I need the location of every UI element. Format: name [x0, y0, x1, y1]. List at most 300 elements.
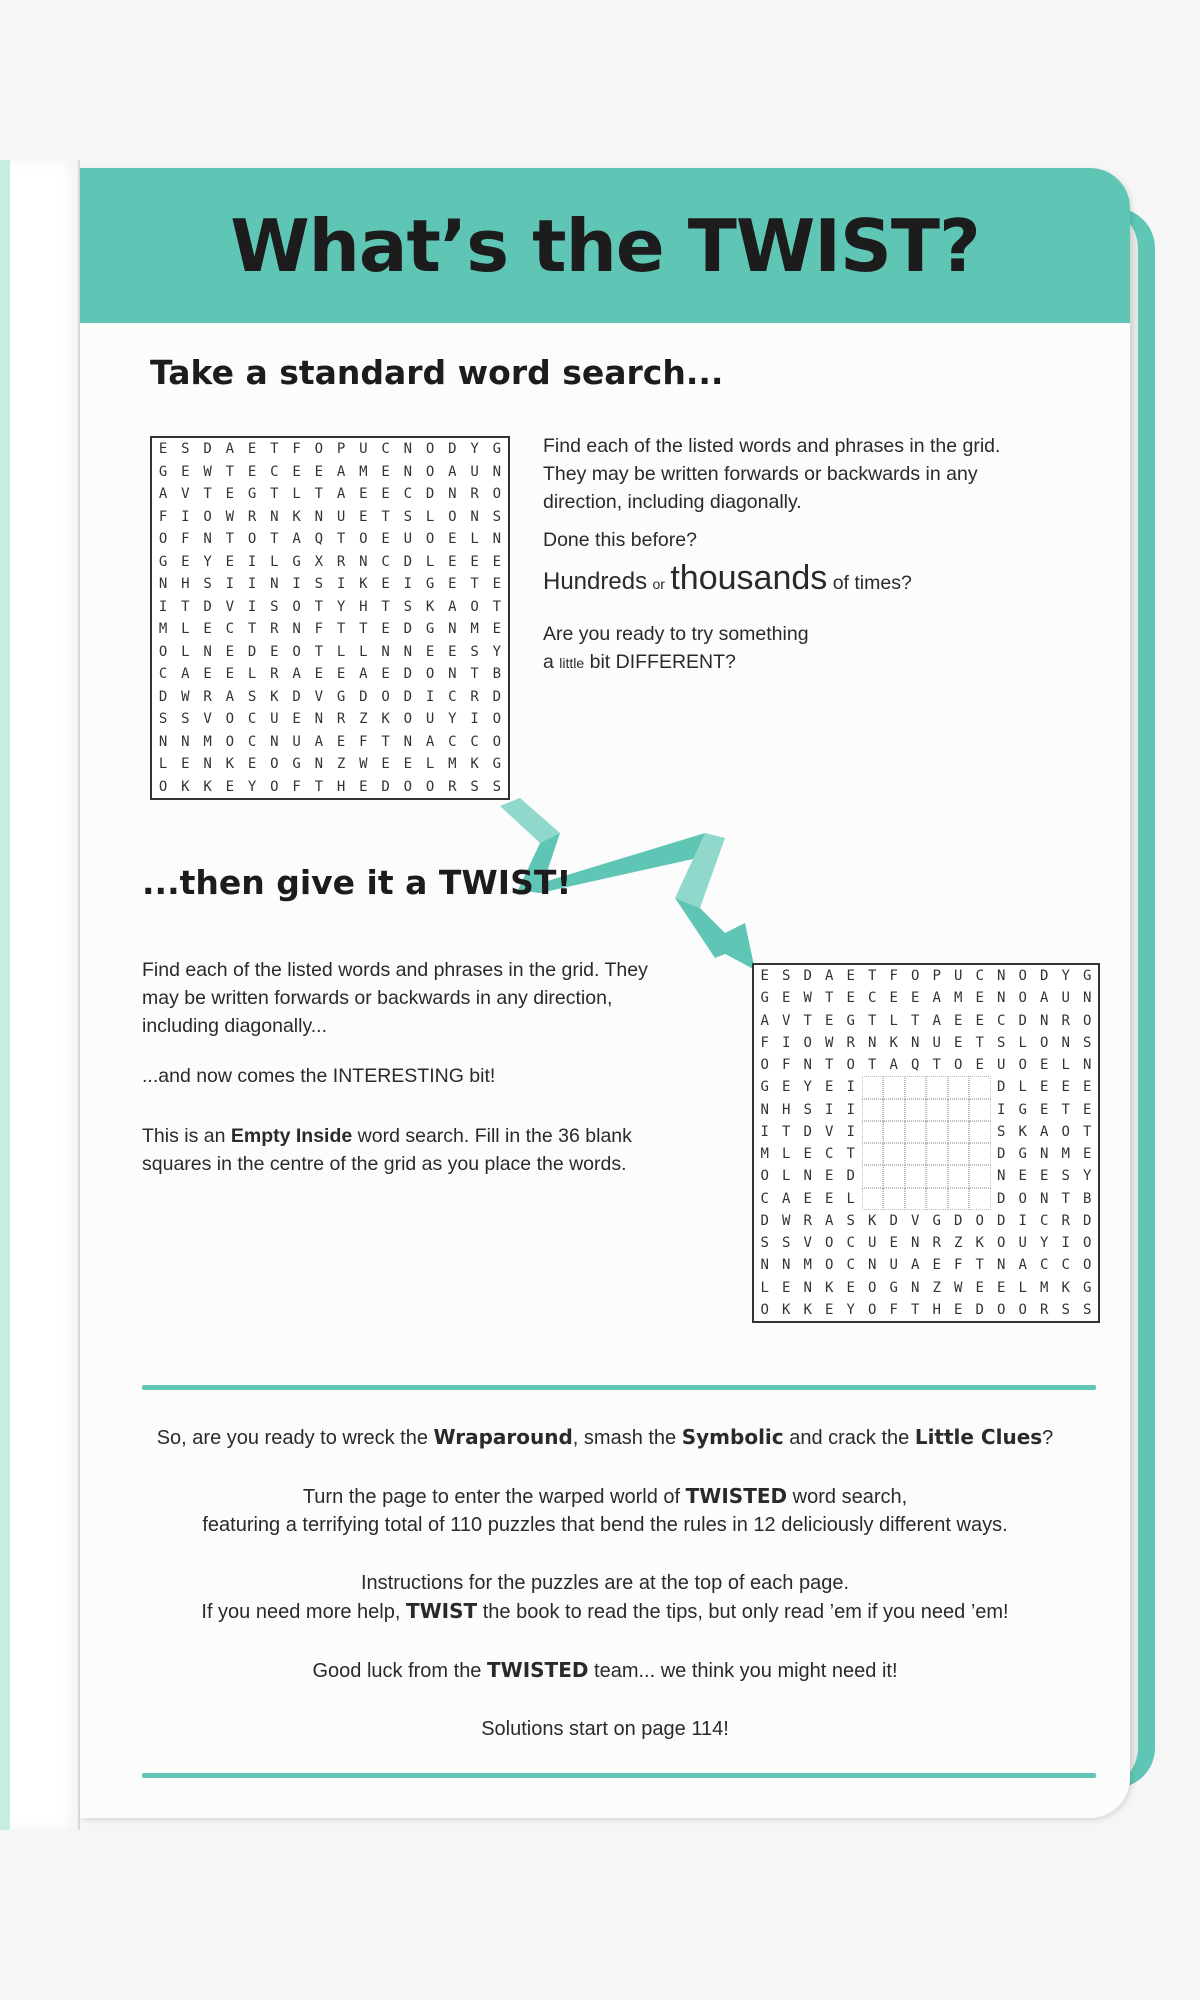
grid-letter: G — [1083, 968, 1092, 985]
grid-letter: V — [225, 598, 235, 615]
grid-letter: M — [803, 1257, 812, 1274]
blank-cell — [883, 1165, 905, 1187]
grid-letter: U — [932, 1034, 941, 1051]
grid-letter: O — [225, 711, 235, 728]
grid-letter: V — [803, 1235, 812, 1252]
grid-letter: I — [225, 576, 235, 593]
grid-letter: O — [292, 598, 301, 615]
grid-letter: Q — [911, 1057, 920, 1074]
standard-p3 — [543, 559, 1043, 598]
blank-cell — [926, 1076, 948, 1098]
grid-letter: G — [425, 621, 435, 638]
grid-letter: E — [225, 553, 235, 570]
grid-letter: S — [470, 778, 479, 795]
grid-letter: I — [997, 1101, 1006, 1118]
blank-cell — [883, 1143, 905, 1165]
grid-letter: A — [181, 666, 190, 683]
grid-letter: A — [336, 486, 346, 503]
grid-letter: E — [1083, 1079, 1092, 1096]
grid-letter: M — [448, 756, 457, 773]
grid-letter: C — [381, 441, 390, 458]
grid-letter: T — [181, 598, 190, 615]
grid-letter: A — [911, 1257, 920, 1274]
standard-word-grid — [150, 436, 510, 800]
grid-letter: G — [158, 463, 168, 480]
grid-letter: C — [381, 553, 390, 570]
grid-letter: O — [492, 733, 502, 750]
grid-letter: A — [448, 463, 457, 480]
grid-letter: E — [381, 531, 390, 548]
footer-l3-c: TWIST — [405, 1599, 478, 1623]
grid-letter: D — [492, 688, 502, 705]
footer — [120, 1423, 1090, 1773]
grid-letter: K — [425, 598, 435, 615]
grid-letter: K — [889, 1034, 898, 1051]
grid-letter: M — [470, 621, 479, 638]
grid-letter: S — [1061, 1301, 1070, 1318]
grid-letter: S — [270, 598, 279, 615]
grid-letter: W — [825, 1034, 834, 1051]
blank-cell — [969, 1143, 991, 1165]
grid-letter: T — [975, 1257, 984, 1274]
grid-letter: E — [203, 666, 212, 683]
grid-letter: T — [247, 621, 257, 638]
grid-letter: C — [975, 968, 984, 985]
grid-letter: E — [1061, 1079, 1070, 1096]
grid-letter: N — [997, 1257, 1006, 1274]
grid-letter: I — [825, 1101, 834, 1118]
grid-letter: G — [425, 576, 435, 593]
grid-letter: N — [868, 1034, 877, 1051]
grid-letter: K — [868, 1212, 877, 1229]
grid-letter: O — [868, 1279, 877, 1296]
grid-letter: R — [1040, 1301, 1049, 1318]
grid-letter: D — [803, 1123, 812, 1140]
grid-letter: K — [203, 778, 212, 795]
blank-cell — [905, 1143, 927, 1165]
grid-letter: N — [997, 968, 1006, 985]
grid-letter: N — [911, 1034, 920, 1051]
grid-letter: O — [803, 1034, 812, 1051]
grid-letter: O — [314, 441, 324, 458]
grid-letter: Y — [492, 643, 502, 660]
blank-cell — [905, 1076, 927, 1098]
grid-letter: E — [1083, 1101, 1092, 1118]
grid-letter: E — [225, 486, 235, 503]
grid-letter: A — [760, 1012, 769, 1029]
grid-letter: O — [760, 1301, 769, 1318]
grid-letter: E — [314, 463, 324, 480]
grid-letter: O — [760, 1057, 769, 1074]
grid-letter: V — [203, 711, 212, 728]
grid-letter: S — [760, 1235, 769, 1252]
blank-cell — [905, 1099, 927, 1121]
grid-letter: M — [954, 990, 963, 1007]
grid-letter: L — [359, 643, 368, 660]
different-text: bit DIFFERENT? — [589, 651, 736, 673]
grid-letter: A — [1018, 1257, 1027, 1274]
grid-letter: E — [225, 666, 235, 683]
grid-letter: L — [889, 1012, 898, 1029]
blank-cell — [883, 1099, 905, 1121]
page-title: What’s the TWIST? — [230, 204, 980, 288]
grid-letter: D — [1083, 1212, 1092, 1229]
blank-cell — [948, 1188, 970, 1210]
grid-letter: F — [889, 968, 898, 985]
grid-letter: O — [760, 1168, 769, 1185]
grid-letter: N — [158, 733, 168, 750]
grid-letter: S — [782, 968, 791, 985]
grid-letter: C — [158, 666, 168, 683]
grid-letter: N — [1083, 1057, 1092, 1074]
grid-letter: U — [954, 968, 963, 985]
grid-letter: F — [954, 1257, 963, 1274]
footer-line-1 — [120, 1423, 1090, 1452]
grid-letter: E — [448, 531, 457, 548]
grid-letter: A — [314, 733, 324, 750]
grid-letter: D — [448, 441, 457, 458]
grid-letter: L — [425, 756, 435, 773]
grid-letter: L — [181, 621, 190, 638]
grid-letter: E — [425, 643, 435, 660]
grid-letter: N — [470, 508, 479, 525]
or-text: or — [652, 576, 665, 592]
grid-letter: I — [846, 1123, 855, 1140]
grid-letter: T — [868, 1012, 877, 1029]
grid-letter: S — [314, 576, 324, 593]
grid-letter: K — [1018, 1123, 1027, 1140]
grid-letter: N — [911, 1235, 920, 1252]
grid-letter: A — [782, 1190, 791, 1207]
footer-l1-a: So, are you ready to wreck the — [156, 1427, 434, 1449]
grid-letter: E — [247, 756, 257, 773]
grid-letter: D — [403, 553, 413, 570]
grid-letter: A — [292, 531, 301, 548]
divider-top — [142, 1385, 1096, 1390]
twisted-p2-c: bit! — [463, 1065, 496, 1087]
grid-letter: O — [1083, 1257, 1092, 1274]
grid-letter: T — [470, 666, 479, 683]
grid-letter: R — [932, 1235, 941, 1252]
grid-letter: S — [997, 1034, 1006, 1051]
grid-letter: U — [359, 441, 368, 458]
grid-letter: O — [158, 643, 168, 660]
grid-letter: O — [868, 1301, 877, 1318]
grid-letter: E — [292, 463, 301, 480]
grid-letter: I — [1018, 1212, 1027, 1229]
grid-letter: L — [336, 643, 346, 660]
grid-letter: L — [247, 666, 257, 683]
grid-letter: D — [403, 688, 413, 705]
grid-letter: E — [381, 463, 390, 480]
blank-cell — [969, 1165, 991, 1187]
grid-letter: S — [181, 711, 190, 728]
grid-letter: Z — [359, 711, 368, 728]
footer-l1-b: Wraparound — [433, 1425, 573, 1449]
grid-letter: N — [158, 576, 168, 593]
grid-letter: N — [270, 733, 279, 750]
grid-letter: E — [825, 1168, 834, 1185]
grid-letter: E — [359, 486, 368, 503]
grid-letter: O — [381, 688, 390, 705]
twisted-p3-a: This is an — [142, 1125, 231, 1147]
footer-line-5: Solutions start on page 114! — [481, 1718, 729, 1740]
grid-letter: N — [270, 508, 279, 525]
grid-letter: T — [492, 598, 502, 615]
grid-letter: D — [997, 1079, 1006, 1096]
grid-letter: U — [292, 733, 301, 750]
grid-letter: T — [314, 598, 324, 615]
footer-l2-a: Turn the page to enter the warped world of — [302, 1486, 686, 1508]
grid-letter: U — [1061, 990, 1070, 1007]
grid-letter: U — [889, 1257, 898, 1274]
grid-letter: R — [203, 688, 212, 705]
grid-letter: F — [314, 621, 324, 638]
standard-description — [543, 432, 1043, 687]
grid-letter: A — [359, 666, 368, 683]
grid-letter: K — [359, 576, 368, 593]
grid-letter: E — [1040, 1057, 1049, 1074]
grid-letter: I — [846, 1079, 855, 1096]
grid-letter: U — [470, 463, 479, 480]
grid-letter: W — [359, 756, 368, 773]
grid-letter: O — [492, 711, 502, 728]
grid-letter: H — [932, 1301, 941, 1318]
grid-letter: E — [975, 1057, 984, 1074]
grid-letter: E — [381, 486, 390, 503]
grid-letter: K — [825, 1279, 834, 1296]
grid-letter: N — [803, 1057, 812, 1074]
grid-letter: O — [359, 531, 368, 548]
grid-letter: D — [846, 1168, 855, 1185]
grid-letter: L — [181, 643, 190, 660]
hundreds-text: Hundreds — [543, 568, 648, 595]
grid-letter: E — [825, 1079, 834, 1096]
grid-letter: D — [247, 643, 257, 660]
footer-line-2 — [120, 1482, 1090, 1539]
blank-cell — [926, 1121, 948, 1143]
grid-letter: E — [247, 463, 257, 480]
grid-letter: D — [203, 598, 212, 615]
footer-l4-a: Good luck from the — [312, 1660, 487, 1682]
grid-letter: E — [448, 576, 457, 593]
grid-letter: A — [825, 968, 834, 985]
grid-letter: N — [448, 486, 457, 503]
grid-letter: O — [1083, 1235, 1092, 1252]
grid-letter: T — [381, 508, 390, 525]
grid-letter: I — [181, 508, 190, 525]
grid-letter: L — [470, 531, 479, 548]
grid-letter: M — [203, 733, 212, 750]
grid-letter: R — [270, 621, 279, 638]
grid-letter: S — [846, 1212, 855, 1229]
grid-letter: S — [403, 508, 413, 525]
grid-letter: N — [203, 531, 212, 548]
grid-letter: N — [203, 643, 212, 660]
grid-letter: E — [997, 1279, 1006, 1296]
twisted-p2 — [142, 1062, 687, 1090]
grid-letter: K — [803, 1301, 812, 1318]
grid-letter: E — [975, 1012, 984, 1029]
grid-letter: D — [975, 1301, 984, 1318]
grid-letter: I — [247, 598, 257, 615]
grid-letter: F — [782, 1057, 791, 1074]
grid-letter: C — [270, 463, 279, 480]
twisted-word-grid — [752, 963, 1100, 1323]
standard-p1: Find each of the listed words and phrases in the grid. They may be written forwards or backwards in any direction, including diagonally. — [543, 435, 1001, 513]
grid-letter: N — [803, 1168, 812, 1185]
grid-letter: E — [954, 1301, 963, 1318]
grid-letter: E — [782, 1279, 791, 1296]
twisted-p3-b: Empty Inside — [230, 1125, 353, 1147]
grid-letter: T — [314, 778, 324, 795]
grid-letter: N — [492, 463, 502, 480]
footer-l3-b: If you need more help, — [201, 1601, 406, 1623]
grid-letter: N — [1040, 1190, 1049, 1207]
grid-letter: D — [403, 621, 413, 638]
grid-letter: C — [448, 688, 457, 705]
grid-letter: O — [403, 778, 413, 795]
blank-cell — [905, 1121, 927, 1143]
grid-letter: L — [1018, 1279, 1027, 1296]
grid-letter: E — [270, 643, 279, 660]
grid-letter: R — [448, 778, 457, 795]
grid-letter: T — [225, 463, 235, 480]
grid-letter: N — [292, 621, 301, 638]
grid-letter: E — [825, 1012, 834, 1029]
grid-letter: S — [803, 1101, 812, 1118]
blank-cell — [969, 1099, 991, 1121]
grid-letter: N — [1040, 1146, 1049, 1163]
grid-letter: E — [470, 553, 479, 570]
grid-letter: Y — [203, 553, 212, 570]
grid-letter: O — [1018, 1190, 1027, 1207]
footer-line-3 — [120, 1569, 1090, 1626]
grid-letter: T — [270, 531, 279, 548]
grid-letter: C — [997, 1012, 1006, 1029]
grid-letter: R — [247, 508, 257, 525]
grid-letter: G — [336, 688, 346, 705]
standard-p4 — [543, 620, 863, 677]
grid-letter: I — [336, 576, 346, 593]
grid-letter: E — [803, 1146, 812, 1163]
grid-letter: O — [158, 531, 168, 548]
grid-letter: D — [1018, 1012, 1027, 1029]
grid-letter: W — [225, 508, 235, 525]
grid-letter: K — [782, 1301, 791, 1318]
grid-letter: E — [448, 553, 457, 570]
grid-letter: U — [403, 531, 413, 548]
grid-letter: N — [448, 621, 457, 638]
grid-letter: K — [975, 1235, 984, 1252]
grid-letter: L — [425, 553, 435, 570]
grid-letter: T — [911, 1301, 920, 1318]
grid-letter: Q — [314, 531, 324, 548]
grid-letter: E — [181, 756, 190, 773]
grid-letter: F — [359, 733, 368, 750]
grid-letter: E — [782, 990, 791, 1007]
blank-cell — [969, 1188, 991, 1210]
grid-letter: X — [314, 553, 324, 570]
grid-letter: C — [760, 1190, 769, 1207]
grid-letter: O — [825, 1257, 834, 1274]
grid-letter: C — [470, 733, 479, 750]
grid-letter: S — [158, 711, 168, 728]
grid-letter: C — [247, 711, 257, 728]
grid-letter: N — [803, 1279, 812, 1296]
grid-letter: N — [997, 990, 1006, 1007]
grid-letter: E — [359, 778, 368, 795]
footer-l1-f: Little Clues — [914, 1425, 1043, 1449]
blank-cell — [905, 1188, 927, 1210]
grid-letter: E — [846, 968, 855, 985]
grid-letter: H — [782, 1101, 791, 1118]
of-times-text: of times? — [832, 572, 912, 594]
grid-letter: E — [889, 990, 898, 1007]
grid-letter: Y — [846, 1301, 855, 1318]
grid-letter: L — [270, 553, 279, 570]
grid-letter: U — [425, 711, 435, 728]
grid-letter: O — [1061, 1123, 1070, 1140]
grid-letter: G — [1018, 1101, 1027, 1118]
grid-letter: O — [425, 778, 435, 795]
grid-letter: N — [359, 553, 368, 570]
grid-letter: E — [181, 553, 190, 570]
grid-letter: T — [782, 1123, 791, 1140]
grid-letter: T — [1083, 1123, 1092, 1140]
grid-letter: E — [889, 1235, 898, 1252]
grid-letter: E — [782, 1079, 791, 1096]
grid-letter: R — [336, 553, 346, 570]
twisted-p3 — [142, 1122, 687, 1178]
grid-letter: N — [314, 711, 324, 728]
grid-letter: L — [1061, 1057, 1070, 1074]
grid-letter: E — [225, 778, 235, 795]
grid-letter: T — [1061, 1101, 1070, 1118]
grid-letter: O — [425, 463, 435, 480]
grid-letter: E — [1040, 1101, 1049, 1118]
grid-letter: E — [381, 621, 390, 638]
grid-letter: C — [403, 486, 413, 503]
grid-letter: E — [954, 1034, 963, 1051]
left-page-edge — [0, 160, 70, 1830]
grid-letter: E — [911, 990, 920, 1007]
grid-letter: N — [1083, 990, 1092, 1007]
grid-letter: T — [846, 1146, 855, 1163]
grid-letter: L — [425, 508, 435, 525]
twisted-heading — [142, 863, 571, 902]
grid-letter: D — [292, 688, 301, 705]
grid-letter: Y — [1083, 1168, 1092, 1185]
grid-letter: I — [470, 711, 479, 728]
grid-letter: T — [270, 486, 279, 503]
grid-letter: O — [911, 968, 920, 985]
grid-letter: M — [1061, 1146, 1070, 1163]
twisted-p3-c: word search. Fill in the 36 blank squares in the centre of the grid as you place the words. — [142, 1125, 632, 1175]
grid-letter: N — [760, 1101, 769, 1118]
blank-cell — [948, 1165, 970, 1187]
twisted-p2-b: INTERESTING — [332, 1065, 464, 1087]
grid-letter: L — [846, 1190, 855, 1207]
grid-letter: S — [997, 1123, 1006, 1140]
twisted-description — [142, 956, 687, 1188]
twisted-p1: Find each of the listed words and phrases in the grid. They may be written forwards or backwards in any direction, including diagonally... — [142, 959, 648, 1037]
grid-letter: O — [425, 666, 435, 683]
grid-letter: G — [846, 1012, 855, 1029]
grid-letter: A — [932, 1012, 941, 1029]
grid-letter: T — [868, 1057, 877, 1074]
blank-cell — [883, 1076, 905, 1098]
